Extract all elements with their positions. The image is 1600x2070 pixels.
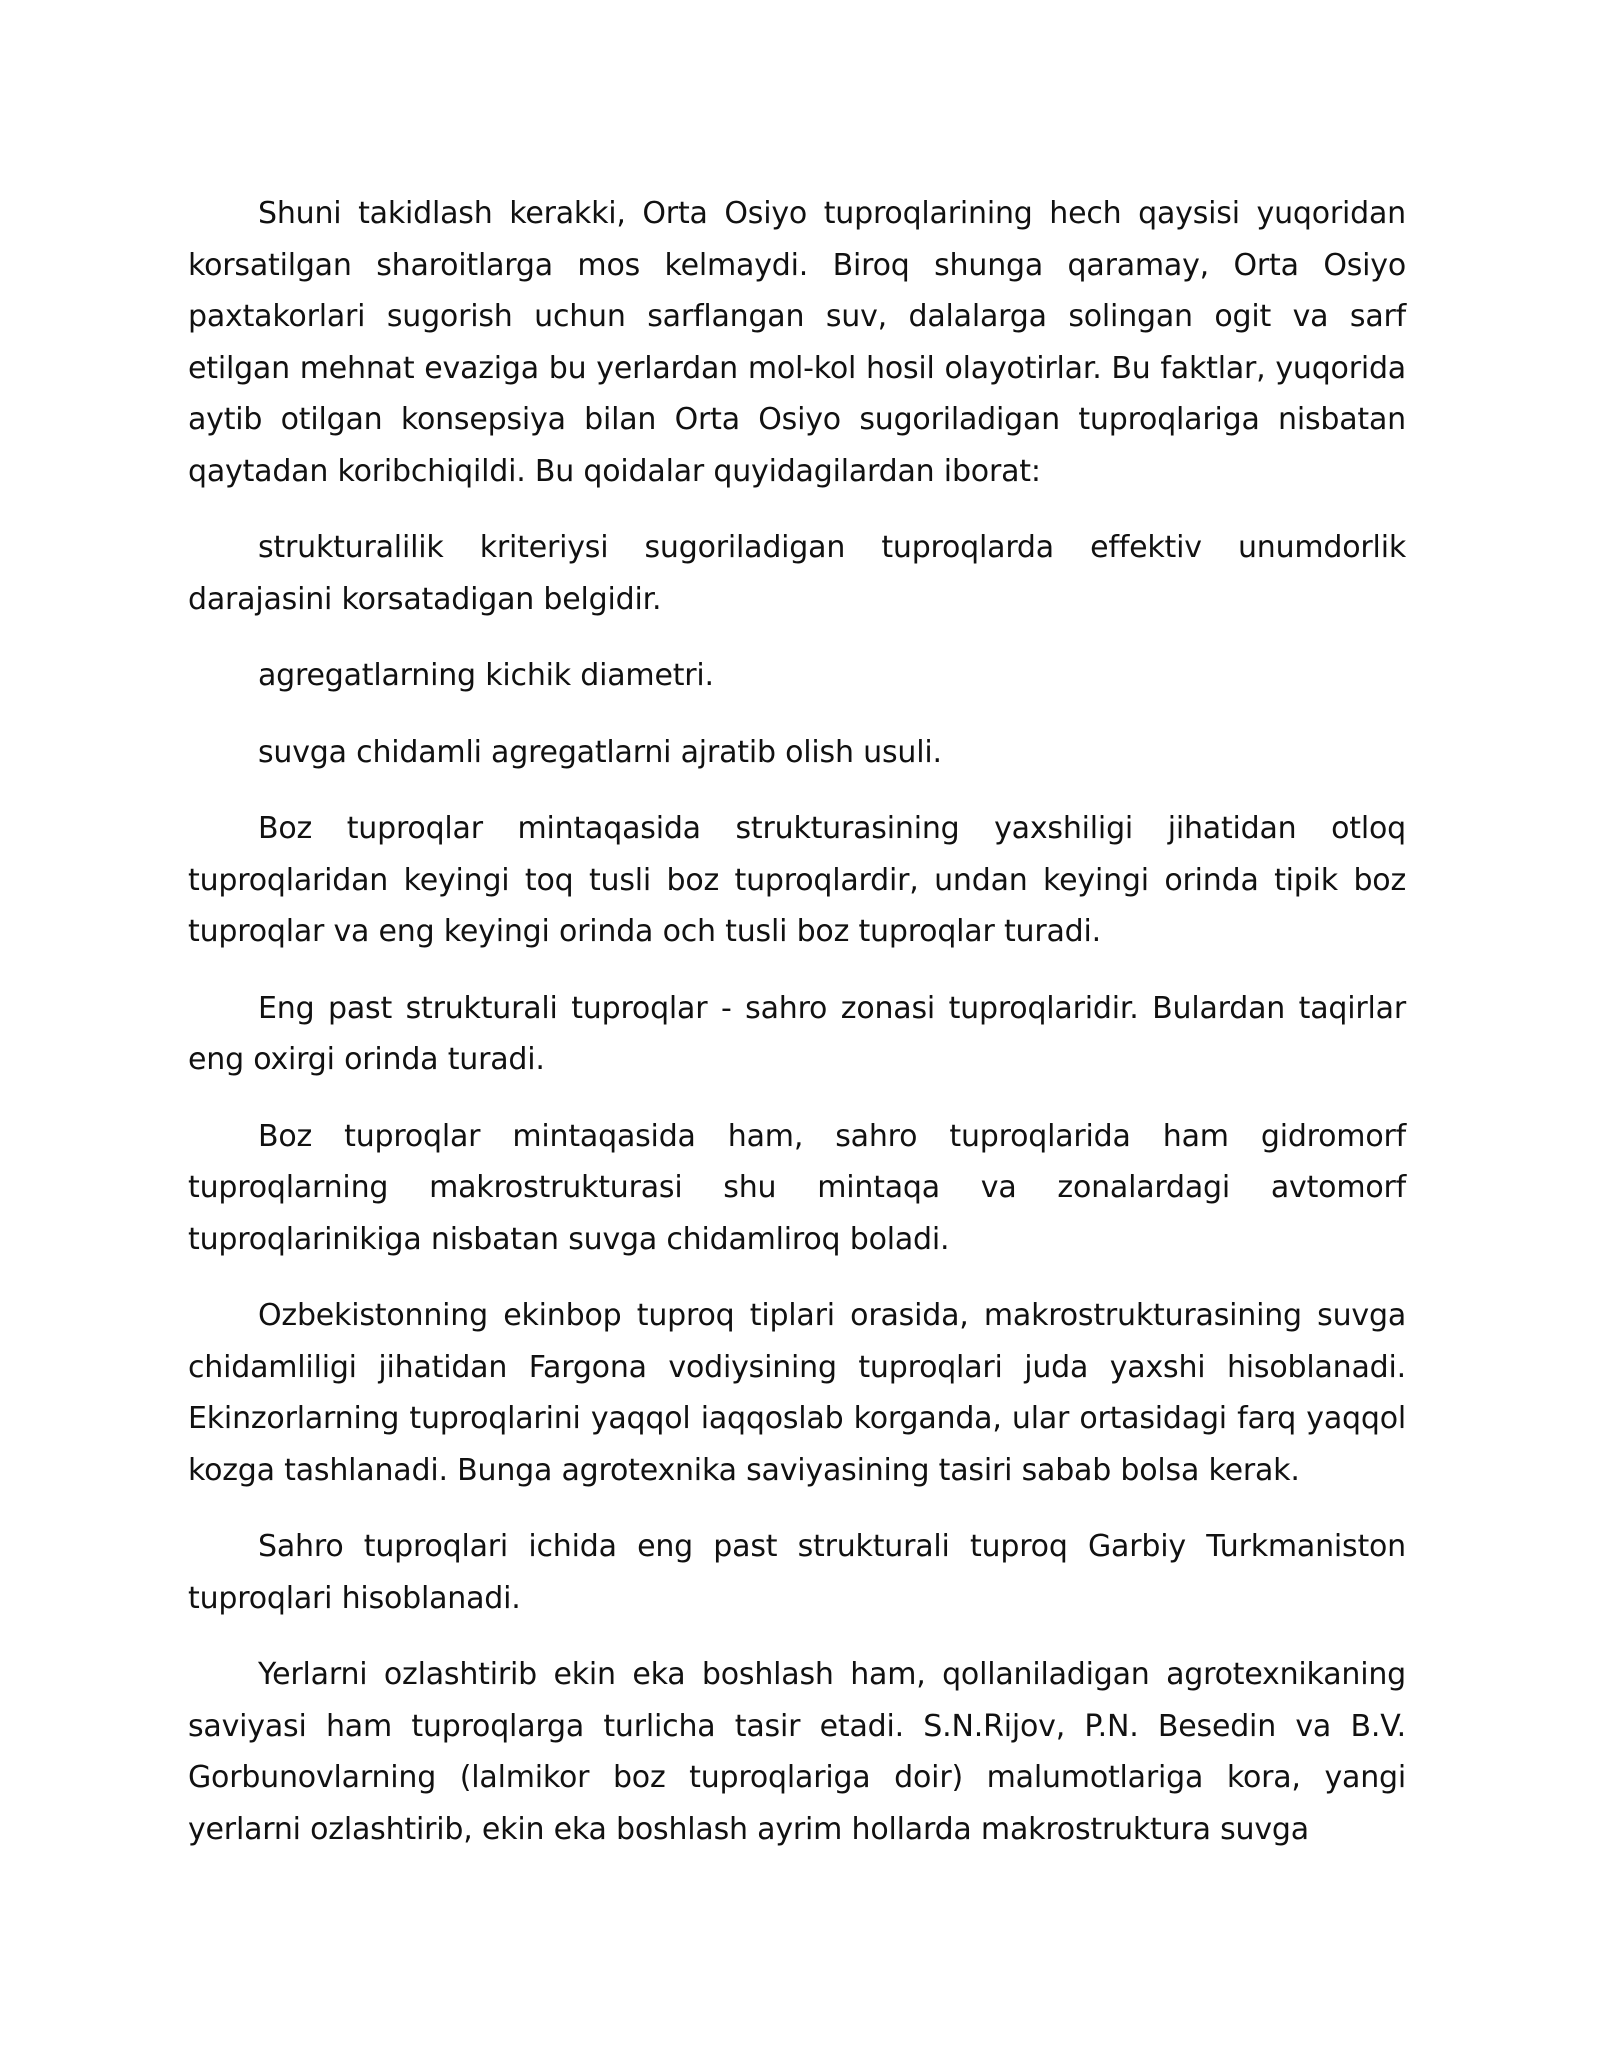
paragraph-5: Boz tuproqlar mintaqasida strukturasining yaxshiligi jihatidan otloq tuproqlaridan keyingi toq tusli boz tuproqlardir, undan keyingi orinda tipik boz tuproqlar va eng keyingi orinda och tusli boz tuproqlar turadi. bbox=[188, 811, 1406, 949]
paragraph-2: strukturalilik kriteriysi sugoriladigan tuproqlarda effektiv unumdorlik darajasini korsatadigan belgidir. bbox=[188, 530, 1406, 617]
paragraph-1: Shuni takidlash kerakki, Orta Osiyo tuproqlarining hech qaysisi yuqoridan korsatilgan sharoitlarga mos kelmaydi. Biroq shunga qaramay, Orta Osiyo paxtakorlari sugorish uchun sarflangan suv, dalalarga solingan ogit va sarf etilgan mehnat evaziga bu yerlardan mol-kol hosil olayotirlar. Bu faktlar, yuqorida aytib otilgan konsepsiya bilan Orta Osiyo sugoriladigan tuproqlariga nisbatan qaytadan koribchiqildi. Bu qoidalar quyidagilardan iborat: bbox=[188, 196, 1406, 489]
paragraph-6: Eng past strukturali tuproqlar - sahro zonasi tuproqlaridir. Bulardan taqirlar eng oxirgi orinda turadi. bbox=[188, 990, 1406, 1077]
paragraph-3: agregatlarning kichik diametri. bbox=[258, 658, 714, 693]
paragraph-9: Sahro tuproqlari ichida eng past strukturali tuproq Garbiy Turkmaniston tuproqlari hisoblanadi. bbox=[188, 1529, 1406, 1616]
document-page bbox=[188, 188, 1406, 1855]
paragraph-8: Ozbekistonning ekinbop tuproq tiplari orasida, makrostrukturasining suvga chidamliligi jihatidan Fargona vodiysining tuproqlari juda yaxshi hisoblanadi. Ekinzorlarning tuproqlarini yaqqol iaqqoslab korganda, ular ortasidagi farq yaqqol kozga tashlanadi. Bunga agrotexnika saviyasining tasiri sabab bolsa kerak. bbox=[188, 1298, 1406, 1488]
paragraph-10: Yerlarni ozlashtirib ekin eka boshlash ham, qollaniladigan agrotexnikaning saviyasi ham tuproqlarga turlicha tasir etadi. S.N.Rijov, P.N. Besedin va B.V. Gorbunovlarning (lalmikor boz tuproqlariga doir) malumotlariga kora, yangi yerlarni ozlashtirib, ekin eka boshlash ayrim hollarda makrostruktura suvga bbox=[188, 1657, 1406, 1847]
paragraph-4: suvga chidamli agregatlarni ajratib olish usuli. bbox=[258, 734, 942, 770]
paragraph-7: Boz tuproqlar mintaqasida ham, sahro tuproqlarida ham gidromorf tuproqlarning makrostrukturasi shu mintaqa va zonalardagi avtomorf tuproqlarinikiga nisbatan suvga chidamliroq boladi. bbox=[188, 1118, 1406, 1257]
